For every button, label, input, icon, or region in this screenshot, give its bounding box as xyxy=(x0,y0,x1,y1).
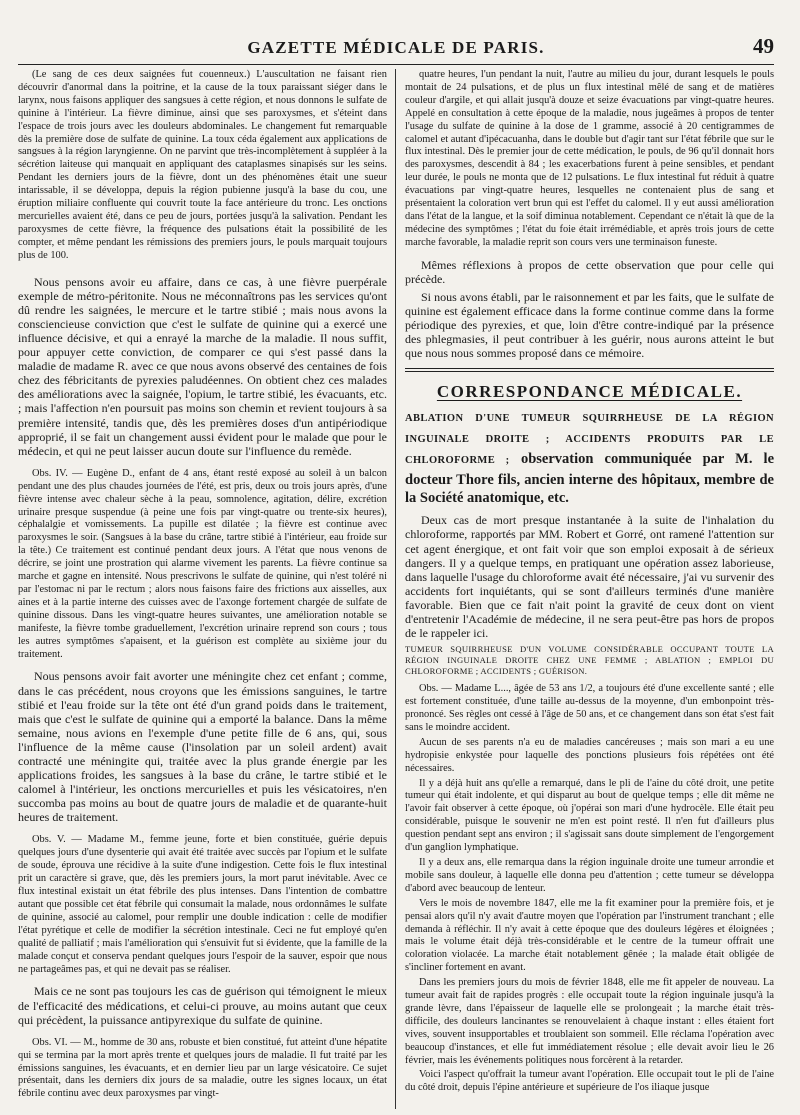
observation-paragraph: Obs. VI. — M., homme de 30 ans, robuste et bien constitué, fut atteint d'une hépatite qui se termina par la mort après trente et quelques jours de maladie. Il fut traité par les émissions sanguines, les évacuants, et en dernier lieu par un large vésicatoire. Ce sujet présentait, dans les derniers dix jours de sa maladie, outre les signes locaux, un état fébrile continu avec deux paroxysmes par vingt- xyxy=(18,1036,387,1100)
two-column-body xyxy=(18,69,774,1109)
paragraph: Si nous avons établi, par le raisonnement et par les faits, que le sulfate de quinine est également efficace dans la forme continue comme dans la forme périodique des pyrexies, et que, loin d'être contre-indiqué par la présence des phlegmasies, il peut contribuer à les guérir, nous aurons atteint le but que nous nous sommes proposé dans ce mémoire. xyxy=(405,289,774,361)
observation-paragraph: Voici l'aspect qu'offrait la tumeur avant l'opération. Elle occupait tout le pli de l'aine du côté droit, depuis l'épine antérieure et supérieure de l'os iliaque jusque xyxy=(405,1069,774,1094)
observation-paragraph: Obs. — Madame L..., âgée de 53 ans 1/2, a toujours été d'une excellente santé ; elle est fortement constituée, d'une taille au-dessus de la moyenne, d'un embonpoint très-prononcé. Ses règles ont cessé à l'âge de 50 ans, et ce changement dans son état s'est fait sans le moindre accident. xyxy=(405,683,774,733)
paragraph: (Le sang de ces deux saignées fut couenneux.) L'auscultation ne faisant rien découvrir d'anormal dans la poitrine, et la cause de la toux paraissant siéger dans le larynx, nous faisons appliquer des sangsues à cette région, et nous donnons le sulfate de quinine à l'intérieur. La fièvre diminue, ainsi que ses paroxysmes, et s'éteint dans l'espace de trois jours avec les douleurs abdominales. Le changement fut remarquable dès la première dose de sulfate de quinine. La toux céda également aux applications de sangsues à la région laryngienne. On ne parvint que très-incomplètement à suppléer à la sécrétion laiteuse qui manquait en appliquant des cataplasmes sinapisés sur les seins. Pendant les derniers jours de la fièvre, dont un des phénomènes était une sueur intarissable, il se développa, depuis la région pubienne jusqu'à la base du cou, une éruption miliaire confluente qui couvrit toute la face antérieure du tronc. Les onctions mercurielles avaient été, dans ce peu de jours, portées jusqu'à la salivation. Pendant les paroxysmes de cette fièvre, la fréquence des pulsations était la possibilité de les compter, et même pendant les rémissions des premiers jours, le pouls marquait toujours plus de 100. xyxy=(18,69,387,261)
right-column xyxy=(396,69,774,1109)
article-heading-caps: ABLATION D'UNE TUMEUR SQUIRRHEUSE DE LA RÉGION INGUINALE DROITE ; ACCIDENTS PRODUITS PAR LE CHLOROFORME ; xyxy=(405,413,774,467)
paragraph: Nous pensons avoir eu affaire, dans ce cas, à une fièvre puerpérale exemple de métro-péritonite. Nous ne méconnaîtrons pas les services qu'ont dû rendre les saignées, le mercure et le tartre stibié ; mais nous avons la consciencieuse conviction que c'est le sulfate de quinine qui a exercé une influence décisive, et qui a enrayé la marche de la maladie. Il nous suffit, pour appuyer cette conviction, de comparer ce qui s'est passé dans la maladie de madame R. avec ce que nous avons observé des centaines de fois chez des fébricitants de pyrexies paludéennes. On obtient chez ces malades des améliorations avec la saignée, l'opium, le tartre stibié, les évacuants, etc. ; mais l'affection n'en poursuit pas moins son chemin et revient toujours à sa première intensité, tandis que, dès les premières doses d'un antipériodique approprié, il se fait un changement aussi évident pour le malade que pour le médecin, et qui ne peut laisser aucun doute sur l'influence du remède. xyxy=(18,274,387,458)
observation-paragraph: Obs. IV. — Eugène D., enfant de 4 ans, étant resté exposé au soleil à un balcon pendant une des plus chaudes journées de l'été, est pris, deux ou trois jours après, d'une fièvre intense avec chaleur sèche à la peau, somnolence, agitation, délire, excrétion urinaire presque suspendue (à peine une fois par vingt-quatre ou trente-six heures), céphalalgie et vomissements. La pupille est dilatée ; la fièvre est continue avec paroxysmes le soir. (Sangsues à la base du crâne, tartre stibié à l'intérieur, eau froide sur la tête.) Ce traitement est continué pendant deux jours. A l'état que nous venons de décrire, se joint une prostration qui alarme vivement les parents. La fièvre continue sa marche et gagne en intensité. Nous prescrivons le sulfate de quinine, qui n'est toléré ni par l'estomac ni par le rectum ; alors nous faisons faire des frictions aux aisselles, aux aines et à la partie interne des cuisses avec de l'axonge fortement chargée de sulfate de quinine dissous. Dans les vingt-quatre heures suivantes, une amélioration notable se manifeste, la fièvre tombe graduellement, l'excrétion urinaire reprend son cours ; tous les autres symptômes s'apaisent, et la guérison est complète au sixième jour du traitement. xyxy=(18,467,387,660)
observation-paragraph: Il y a déjà huit ans qu'elle a remarqué, dans le pli de l'aine du côté droit, une petite tumeur qui était indolente, et qui disparut au bout de quelque temps ; elle dit même ne l'avoir fait observer à cette époque, où j'opérai son mari d'une hydrocèle. Elle était peu considérable, puisque le souvenir ne m'en est point resté. Il n'en fut d'ailleurs plus question pendant sept ans environ ; il s'agissait sans doute simplement de l'engorgement d'un ganglion lymphatique. xyxy=(405,777,774,854)
paragraph: quatre heures, l'un pendant la nuit, l'autre au milieu du jour, durant lesquels le pouls montait de 24 pulsations, et de plus un flux intestinal mêlé de sang et de matières couleur d'argile, et qui allait jusqu'à douze et seize évacuations par vingt-quatre heures. Appelé en consultation à cette époque de la maladie, nous jugeâmes à propos de tenter l'usage du sulfate de quinine à la dose de 1 gramme, associé à 20 centigrammes de calomel et autant d'ipécacuanha, dans le double but d'agir tant sur l'état fébrile que sur le flux intestinal. Dès le premier jour de cette médication, le pouls, de 96 qu'il donnait hors des paroxysmes, descendit à 84 ; les exacerbations furent à peine sensibles, et pendant leur durée, le pouls ne monta que de 12 pulsations. Le flux intestinal fut réduit à quatre évacuations par vingt-quatre heures, lesquelles ne contenaient plus de sang et présentaient la coloration vert brun qui est l'effet du calomel. Il y eut aussi amélioration dans l'état de la langue, et la soif diminua notablement. Cependant ce n'était là que de la médecine des symptômes ; l'état du foie était irrémédiable, et après trois jours de cette marche favorable, la maladie reprit son cours vers une terminaison funeste. xyxy=(405,69,774,248)
section-rule xyxy=(405,368,774,372)
observation-paragraph: Dans les premiers jours du mois de février 1848, elle me fit appeler de nouveau. La tumeur avait fait de rapides progrès : elle occupait toute la région inguinale jusqu'à la grande lèvre, dans l'épaisseur de laquelle elle se prolongeait ; la marche était très-difficile, des douleurs lancinantes se renouvelaient à chaque instant : elles étaient fort vives, souvent insupportables et troublaient son sommeil. Elle réclama l'opération avec beaucoup d'instances, et elle fut immédiatement résolue ; elle devait avoir lieu le 26 février, mais les événements politiques nous forcèrent à la retarder. xyxy=(405,977,774,1066)
observation-paragraph: Aucun de ses parents n'a eu de maladies cancéreuses ; mais son mari a eu une hydropisie enkystée pour laquelle des ponctions plusieurs fois répétées ont été nécessaires. xyxy=(405,736,774,774)
article-heading xyxy=(405,408,774,507)
left-column xyxy=(18,69,395,1109)
journal-title: GAZETTE MÉDICALE DE PARIS. xyxy=(247,38,545,57)
paragraph: Mais ce ne sont pas toujours les cas de guérison qui témoignent le mieux de l'efficacité des médications, et celui-ci prouve, au moins autant que ceux qui précèdent, la puissance antipyrexique du sulfate de quinine. xyxy=(18,984,387,1027)
page-number: 49 xyxy=(753,34,774,58)
page-header xyxy=(18,34,774,65)
paragraph: Mêmes réflexions à propos de cette observation que pour celle qui précède. xyxy=(405,257,774,286)
article-heading-byline: observation communiquée par M. le docteur Thore fils, ancien interne des hôpitaux, membre de la Société anatomique, etc. xyxy=(405,451,774,507)
article-intro: Deux cas de mort presque instantanée à la suite de l'inhalation du chloroforme, rapportés par MM. Robert et Gorré, ont ramené l'attention sur cet agent énergique, et ont fait voir que son emploi exposait à de sérieux dangers. Il y a quelque temps, en pratiquant une opération assez laborieuse, dans laquelle l'usage du chloroforme avait été nécessaire, j'ai vu survenir des accidents fort inquiétants, qui se sont d'ailleurs terminés d'une manière favorable. Bien que ce fait n'ait point la gravité de ceux dont on vient d'entretenir l'Académie de médecine, il ne sera peut-être pas hors de propos de le rappeler ici. xyxy=(405,513,774,641)
observation-paragraph: Obs. V. — Madame M., femme jeune, forte et bien constituée, guérie depuis quelques jours d'une dysenterie qui avait été traitée avec succès par l'opium et le sulfate de soude, éprouva une récidive à la suite d'une indigestion. Cette fois le flux intestinal prit un caractère si grave, que, dès les premiers jours, la mort parut inévitable. Avec ce flux intestinal existait un état fébrile des plus intenses. Dans l'intention de combattre autant que possible cet état fébrile qui consumait la malade, nous ordonnâmes le sulfate de quinine, associé au calomel, pour remplir une double indication : celle de modifier l'état pyrétique et celle de modifier la sécrétion intestinale. Ceci ne fut employé qu'en qualité de palliatif ; mais l'amélioration qui s'ensuivit fut si évidente, que la famille de la malade conçut et conserva pendant quelques jours l'espoir de la sauver, espoir que nous ne partageâmes pas, et qui ne devait pas se réaliser. xyxy=(18,834,387,975)
observation-paragraph: Vers le mois de novembre 1847, elle me la fit examiner pour la première fois, et je pensai alors qu'il n'y avait d'autre moyen que l'opération par l'instrument tranchant ; elle demanda à réfléchir. Il n'y avait à cette époque que des douleurs légères et éloignées ; mais le volume était déjà très-considérable et le centre de la tumeur offrait une coloration violacée. La marche était notablement gênée ; la malade était obligée de s'incliner fortement en avant. xyxy=(405,897,774,974)
observation-paragraph: Il y a deux ans, elle remarqua dans la région inguinale droite une tumeur arrondie et mobile sans douleur, à laquelle elle donna peu d'attention ; cette tumeur se développa d'abord avec beaucoup de lenteur. xyxy=(405,856,774,894)
paragraph: Nous pensons avoir fait avorter une méningite chez cet enfant ; comme, dans le cas précédent, nous croyons que les émissions sanguines, le tartre stibié et l'eau froide sur la tête ont été d'un grand poids dans le traitement, mais que c'est le sulfate de quinine qui a emporté la balance. Dans la même semaine, nous avions en l'exemple d'une petite fille de 6 ans, qui, sous l'influence de la même cause (l'insolation par un soleil ardent) avait contracté une méningite qui, traitée avec la plus grande énergie par les applications froides, les sangsues à la base du crâne, le tartre stibié et le calomel à l'intérieur, les onctions mercurielles et puis les vésicatoires, n'en succomba pas moins au bout de quatre jours de maladie et de quarante-huit heures de traitement. xyxy=(18,669,387,825)
section-title: CORRESPONDANCE MÉDICALE. xyxy=(436,382,743,402)
observation-heading: TUMEUR SQUIRRHEUSE D'UN VOLUME CONSIDÉRABLE OCCUPANT TOUTE LA RÉGION INGUINALE DROITE CHEZ UNE FEMME ; ABLATION ; EMPLOI DU CHLOROFORME ; ACCIDENTS ; GUÉRISON. xyxy=(405,644,774,677)
